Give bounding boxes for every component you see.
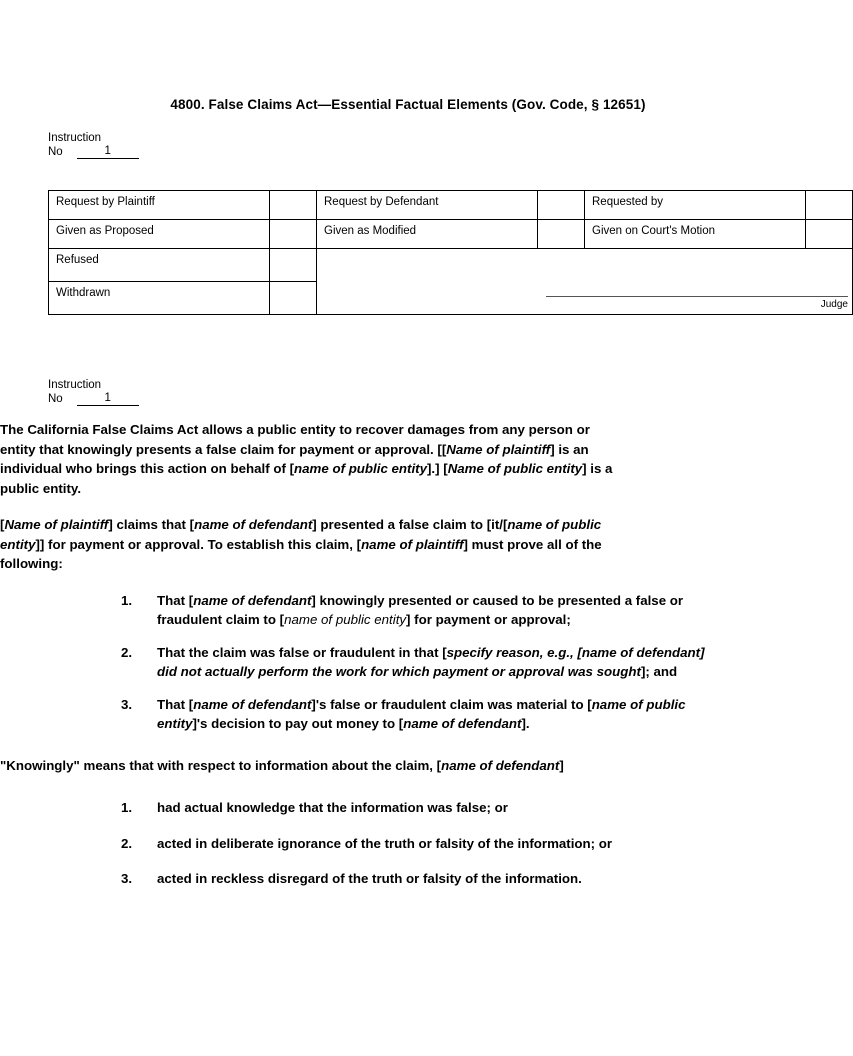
text-segment: ] <box>559 757 564 773</box>
text-segment: "Knowingly" means that with respect to information about the claim, [ <box>0 757 442 773</box>
cell-request-by-defendant: Request by Defendant <box>317 191 538 220</box>
signature-label: Judge <box>820 299 848 310</box>
cell-given-as-proposed: Given as Proposed <box>49 220 270 249</box>
instruction-no-value[interactable]: 1 <box>77 145 139 159</box>
instruction-no-label: No <box>48 146 63 158</box>
checkbox-given-on-courts-motion[interactable] <box>806 220 853 249</box>
list-item <box>121 798 721 818</box>
paragraph-claim-statement <box>0 515 625 574</box>
cell-withdrawn: Withdrawn <box>49 282 270 315</box>
table-row <box>49 220 853 249</box>
text-segment: ]; and <box>640 664 678 679</box>
paragraph-statute-intro <box>0 420 624 498</box>
list-item-number: 1. <box>121 592 133 608</box>
paragraph-spacer <box>0 747 816 756</box>
text-segment: ] knowingly presented or caused to be presented a false or fraudulent claim to [ <box>157 592 684 627</box>
table-row <box>49 191 853 220</box>
text-segment: [ <box>0 517 5 532</box>
text-segment: ] is an individual who brings this action on behalf of [ <box>0 441 589 476</box>
cell-request-by-plaintiff: Request by Plaintiff <box>49 191 270 220</box>
placeholder-name-of-defendant: name of defendant <box>403 716 522 731</box>
cell-given-as-modified: Given as Modified <box>317 220 538 249</box>
list-item-number: 3. <box>121 871 133 886</box>
checkbox-withdrawn[interactable] <box>270 282 317 315</box>
list-item-text: had actual knowledge that the information was false; or <box>157 800 508 815</box>
placeholder-name-of-defendant: name of defendant <box>193 696 312 712</box>
text-segment: ]'s false or fraudulent claim was material to [ <box>311 696 592 712</box>
cell-requested-by: Requested by <box>585 191 806 220</box>
instruction-no-value[interactable]: 1 <box>77 392 139 406</box>
text-segment: ]] for payment or approval. To establish this claim, [ <box>35 536 362 552</box>
cell-given-on-courts-motion: Given on Court's Motion <box>585 220 806 249</box>
placeholder-name-of-plaintiff: name of plaintiff <box>361 536 464 552</box>
list-item-number: 3. <box>121 696 133 712</box>
page-title: 4800. False Claims Act—Essential Factual Elements (Gov. Code, § 12651) <box>170 97 646 112</box>
placeholder-name-of-public-entity: name of public entity <box>0 517 602 552</box>
list-item <box>121 834 721 854</box>
text-segment: ] is a public entity. <box>0 461 613 496</box>
text-segment: ].] [ <box>427 461 448 476</box>
judge-signature-area <box>317 249 853 315</box>
cell-refused: Refused <box>49 249 270 282</box>
instruction-disposition-table <box>48 190 853 315</box>
instruction-number-header-top <box>48 131 139 159</box>
text-segment: That [ <box>157 696 194 712</box>
checkbox-refused[interactable] <box>270 249 317 282</box>
checkbox-request-by-defendant[interactable] <box>538 191 585 220</box>
checkbox-request-by-plaintiff[interactable] <box>270 191 317 220</box>
placeholder-name-of-plaintiff: Name of plaintiff <box>446 441 551 457</box>
list-item <box>121 591 721 630</box>
placeholder-name-of-defendant: name of defendant <box>441 757 560 773</box>
essential-elements-list <box>0 591 816 734</box>
text-segment: ] must prove all of the following: <box>0 536 602 571</box>
paragraph-knowingly-definition <box>0 756 625 776</box>
placeholder-specify-reason: specify reason, e.g., [name of defendant] did not actually perform the work for which payment or approval was sought <box>157 644 705 679</box>
text-segment: ]'s decision to pay out money to [ <box>192 716 404 731</box>
list-item <box>121 869 721 889</box>
checkbox-requested-by[interactable] <box>806 191 853 220</box>
list-item-number: 2. <box>121 835 133 851</box>
list-item-text: acted in deliberate ignorance of the truth or falsity of the information; or <box>157 835 613 851</box>
text-segment: ] claims that [ <box>108 517 195 532</box>
instruction-no-label: No <box>48 393 63 405</box>
paragraph-spacer <box>0 789 816 798</box>
list-item-number: 1. <box>121 800 133 815</box>
knowingly-definition-list <box>0 798 816 889</box>
text-segment: The California False Claims Act allows a public entity to recover damages from any person or entity that knowingly presents a false claim for payment or approval. [[ <box>0 422 590 457</box>
text-segment: That [ <box>157 592 194 608</box>
list-item-text: acted in reckless disregard of the truth or falsity of the information. <box>157 871 582 886</box>
text-segment: That the claim was false or fraudulent in that [ <box>157 644 447 660</box>
list-item <box>121 643 721 682</box>
placeholder-name-of-defendant: name of defendant <box>194 517 313 532</box>
list-item-number: 2. <box>121 644 133 660</box>
placeholder-name-of-defendant: name of defendant <box>193 592 312 608</box>
text-segment: ]. <box>521 716 530 731</box>
placeholder-name-of-public-entity: name of public entity <box>157 696 686 731</box>
instruction-label: Instruction <box>48 379 102 391</box>
list-item <box>121 695 721 734</box>
table-row <box>49 249 853 282</box>
checkbox-given-as-modified[interactable] <box>538 220 585 249</box>
text-segment: ] presented a false claim to [it/[ <box>312 517 508 532</box>
text-segment: ] for payment or approval; <box>406 612 571 627</box>
checkbox-given-as-proposed[interactable] <box>270 220 317 249</box>
placeholder-name-of-public-entity: name of public entity <box>294 461 427 476</box>
signature-block <box>546 295 848 311</box>
instruction-label: Instruction <box>48 132 102 144</box>
placeholder-name-of-public-entity: name of public entity <box>284 612 407 627</box>
instruction-number-header-bottom <box>48 378 139 406</box>
placeholder-name-of-public-entity: Name of public entity <box>447 461 583 476</box>
instruction-body <box>0 420 816 905</box>
placeholder-name-of-plaintiff: Name of plaintiff <box>4 517 109 532</box>
